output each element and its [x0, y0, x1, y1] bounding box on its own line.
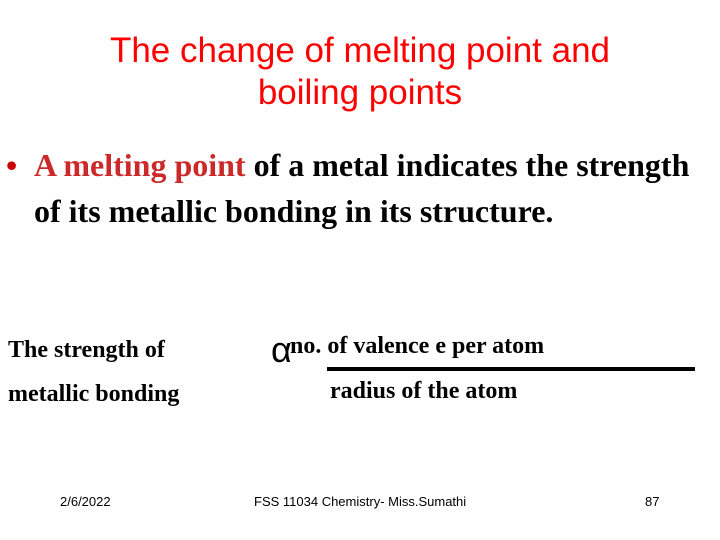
- relation-left-line-1: The strength of: [8, 337, 165, 363]
- relation-left: [8, 328, 179, 416]
- footer-course: FSS 11034 Chemistry- Miss.Sumathi: [254, 494, 467, 509]
- fraction-numerator: no. of valence e per atom: [290, 333, 545, 359]
- proportional-symbol: α: [271, 329, 292, 370]
- bullet-text: [6, 142, 696, 234]
- title-line-1: The change of melting point and: [109, 31, 611, 70]
- fraction-denominator: radius of the atom: [330, 378, 518, 404]
- footer-page-number: 87: [645, 494, 660, 509]
- slide-title: [40, 30, 680, 114]
- footer-date: 2/6/2022: [60, 494, 111, 509]
- bullet-marker: •: [6, 147, 18, 183]
- title-line-2: boiling points: [257, 73, 463, 112]
- bullet-highlight: A melting point: [34, 147, 246, 183]
- fraction-line: [327, 367, 695, 371]
- bullet-point: [6, 142, 696, 234]
- relation-left-line-2: metallic bonding: [8, 381, 180, 407]
- bullet-rest: of a metal indicates the strength of its metallic bonding in its structure.: [34, 147, 690, 229]
